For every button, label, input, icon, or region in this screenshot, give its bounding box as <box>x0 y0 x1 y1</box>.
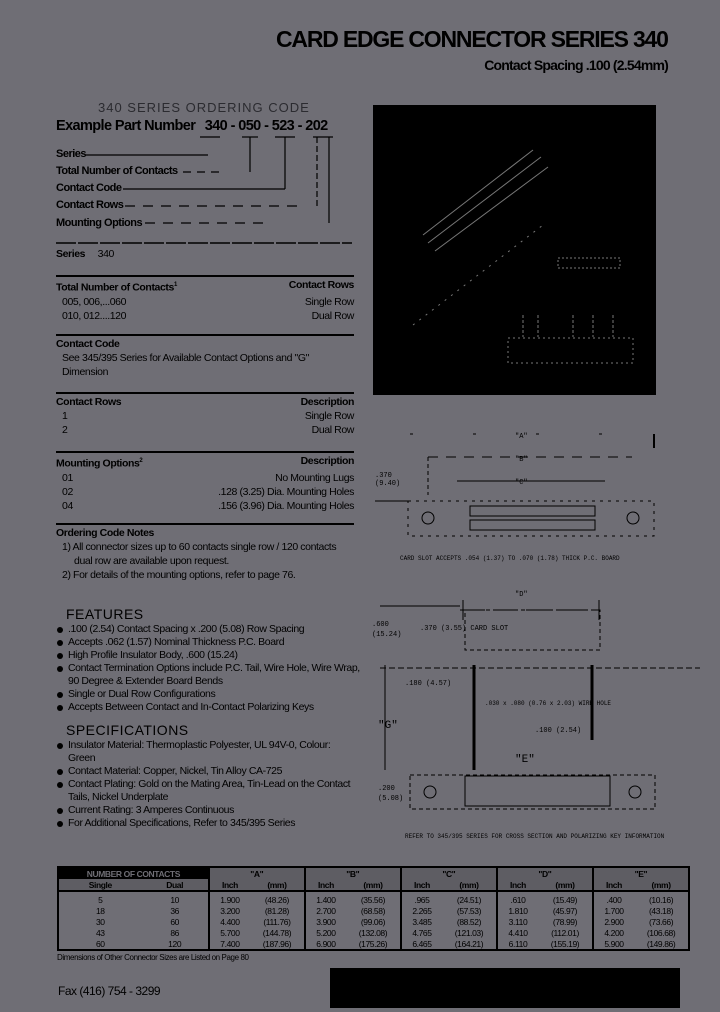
table-cell: (24.51) <box>456 894 482 905</box>
table-cell: (81.28) <box>264 905 289 916</box>
table-row <box>56 499 354 513</box>
table-cell: 5.900 <box>593 938 634 950</box>
table-cell: 3.900 <box>305 916 346 927</box>
table-cell: 6.465 <box>401 938 442 950</box>
refer-note: REFER TO 345/395 SERIES FOR CROSS SECTION AND POLARIZING KEY INFORMATION <box>405 833 665 840</box>
contact-slots <box>470 506 595 530</box>
table-cell: 2.265 <box>401 905 442 916</box>
table-cell: 3.110 <box>497 916 538 927</box>
table-row <box>56 409 354 423</box>
table-cell: .610 <box>497 891 538 905</box>
row-desc: Single Row <box>304 295 354 308</box>
table-cell: (45.97) <box>552 905 578 916</box>
legend-contacts: Total Number of Contacts <box>56 165 178 177</box>
unit-inch: Inch <box>305 879 346 891</box>
table-cell: 3.200 <box>209 905 250 916</box>
notes-section <box>56 523 354 582</box>
dim-600: .600 <box>372 621 389 629</box>
row-code: 1 <box>62 410 68 422</box>
dim-a: "A" <box>515 433 528 441</box>
row-code: 02 <box>62 485 73 498</box>
description-header: Description <box>300 396 354 408</box>
dim-g: "G" <box>378 720 398 732</box>
table-cell: 4.765 <box>401 927 442 938</box>
row-desc: .128 (3.25) Dia. Mounting Holes <box>218 485 354 498</box>
legend-series: Series <box>56 148 87 160</box>
table-cell: 5.200 <box>305 927 346 938</box>
feature-item: High Profile Insulator Body, .600 (15.24) <box>55 649 360 662</box>
unit-mm: (mm) <box>634 879 689 891</box>
example-part-number: Example Part Number 340 - 050 - 523 - 202 <box>56 118 328 134</box>
table-cell: 4.410 <box>497 927 538 938</box>
col-d: "D" <box>497 867 593 879</box>
dim-e-label: "E" <box>515 754 535 766</box>
feature-item: Contact Termination Options include P.C. Tail, Wire Hole, Wire Wrap, 90 Degree & Extender Board Bends <box>55 662 360 688</box>
legend-mounting: Mounting Options <box>56 217 143 229</box>
table-row <box>58 927 689 938</box>
footer-bar <box>330 968 680 1008</box>
feature-item: Single or Dual Row Configurations <box>55 688 360 701</box>
col-c: "C" <box>401 867 497 879</box>
table-cell: (144.78) <box>262 927 292 938</box>
unit-inch: Inch <box>209 879 250 891</box>
contacts-group-header: NUMBER OF CONTACTS <box>58 867 209 879</box>
example-label: Example Part Number <box>56 118 196 134</box>
unit-inch: Inch <box>593 879 634 891</box>
table-row <box>56 309 354 323</box>
table-cell: 43 <box>95 927 105 938</box>
row-code: 2 <box>62 424 68 436</box>
table-row <box>56 485 354 499</box>
features-heading: FEATURES <box>66 606 144 622</box>
table-cell: (175.26) <box>358 938 388 949</box>
row-desc: .156 (3.96) Dia. Mounting Holes <box>218 499 354 512</box>
table-cell: 4.200 <box>593 927 634 938</box>
table-cell: (132.08) <box>358 927 388 938</box>
contact-code-text: See 345/395 Series for Available Contact Options and "G" Dimension <box>62 352 309 378</box>
row-code: 04 <box>62 499 73 512</box>
table-cell: .400 <box>593 891 634 905</box>
series-label: Series <box>56 248 86 260</box>
dim-b: "B" <box>515 456 528 464</box>
contacts-header: Total Number of Contacts <box>56 281 174 294</box>
dim-370: .370 <box>375 472 392 480</box>
row-desc: No Mounting Lugs <box>275 471 354 484</box>
table-cell: 120 <box>168 938 182 949</box>
feature-item: Accepts Between Contact and In-Contact Polarizing Keys <box>55 701 360 714</box>
spec-item: Insulator Material: Thermoplastic Polyester, UL 94V-0, Colour: Green <box>55 739 360 765</box>
specifications-heading: SPECIFICATIONS <box>66 722 189 738</box>
footnote-marker: 1 <box>173 282 177 288</box>
table-row <box>58 916 689 927</box>
table-row <box>58 905 689 916</box>
series-line <box>56 247 354 261</box>
col-e: "E" <box>593 867 689 879</box>
col-dual: Dual <box>142 879 209 891</box>
contacts-section <box>56 275 354 323</box>
col-b: "B" <box>305 867 401 879</box>
table-cell: 18 <box>95 905 105 916</box>
part-number-leader-lines <box>0 0 360 245</box>
table-cell: (121.03) <box>454 927 484 938</box>
ordering-code-heading: 340 SERIES ORDERING CODE <box>98 100 310 115</box>
table-cell: (149.86) <box>646 938 676 949</box>
table-area <box>57 866 690 963</box>
dimensions-note: Dimensions of Other Connector Sizes are Listed on Page 80 <box>57 953 249 962</box>
contact-code-header: Contact Code <box>56 338 120 350</box>
legend-contact-rows: Contact Rows <box>56 199 124 211</box>
table-row <box>56 471 354 485</box>
table-row <box>58 891 689 905</box>
table-cell: 30 <box>95 916 105 927</box>
pitch-dim: .100 (2.54) <box>535 727 582 735</box>
row-code: 010, 012....120 <box>62 309 127 322</box>
table-cell: 1.810 <box>497 905 538 916</box>
features-list <box>55 623 360 714</box>
specifications-list <box>55 739 360 830</box>
part-seg-mounting: 02 <box>312 118 328 134</box>
contacts-header-right: Contact Rows <box>288 279 354 291</box>
page-title: CARD EDGE CONNECTOR SERIES 340 <box>276 26 668 52</box>
table-cell: 2.700 <box>305 905 346 916</box>
table-cell: 6.110 <box>497 938 538 950</box>
dim-370-mm: (9.40) <box>375 480 401 488</box>
page-subtitle: Contact Spacing .100 (2.54mm) <box>484 57 668 73</box>
table-cell: (99.06) <box>360 916 386 927</box>
part-seg-contacts: 050 <box>238 118 261 134</box>
footnote-marker: 2 <box>139 458 143 464</box>
table-cell: 4.400 <box>209 916 250 927</box>
table-cell: (78.99) <box>552 916 578 927</box>
features-specs-column <box>55 606 360 838</box>
table-cell: (187.96) <box>262 938 292 949</box>
card-slot-dim: .370 (3.55) CARD SLOT <box>420 625 509 633</box>
dim-200-mm: (5.08) <box>378 795 404 803</box>
table-row <box>58 938 689 950</box>
description-header: Description <box>300 455 354 467</box>
connector-dimension-drawing <box>360 420 720 850</box>
mounting-header: Mounting Options <box>56 457 140 470</box>
unit-mm: (mm) <box>250 879 305 891</box>
row-desc: Dual Row <box>311 424 354 436</box>
table-cell: 36 <box>170 905 179 916</box>
part-seg-code: 523 <box>271 118 295 134</box>
table-cell: (35.56) <box>360 894 386 905</box>
table-cell: (10.16) <box>649 894 674 905</box>
table-cell: 1.700 <box>593 905 634 916</box>
table-cell: (164.21) <box>454 938 484 949</box>
table-cell: (106.68) <box>646 927 676 938</box>
contact-code-section <box>56 334 354 379</box>
table-cell: (155.19) <box>550 938 580 949</box>
wire-hole-note: .030 x .080 (0.76 x 2.03) WIRE HOLE <box>485 700 612 707</box>
dim-180: .180 (4.57) <box>405 680 452 688</box>
table-cell: 1.900 <box>209 891 250 905</box>
table-cell: 86 <box>170 927 179 938</box>
feature-item: Accepts .062 (1.57) Nominal Thickness P.C. Board <box>55 636 360 649</box>
row-code: 005, 006,...060 <box>62 295 127 308</box>
unit-inch: Inch <box>401 879 442 891</box>
unit-mm: (mm) <box>442 879 497 891</box>
series-value: 340 <box>97 248 114 260</box>
table-cell: 60 <box>170 916 179 927</box>
legend-contact-code: Contact Code <box>56 182 122 194</box>
unit-mm: (mm) <box>538 879 593 891</box>
table-cell: (15.49) <box>552 894 578 905</box>
note-item: 2) For details of the mounting options, refer to page 76. <box>62 569 296 581</box>
part-seg-rows: 2 <box>305 118 313 134</box>
connector-photo-image <box>373 105 656 395</box>
table-cell: 1.400 <box>305 891 346 905</box>
fax-number: Fax (416) 754 - 3299 <box>58 984 161 998</box>
table-cell: 10 <box>170 894 179 905</box>
table-cell: 3.485 <box>401 916 442 927</box>
table-cell: (43.18) <box>649 905 674 916</box>
col-single: Single <box>58 879 142 891</box>
dimension-table <box>57 866 690 951</box>
table-row <box>56 423 354 437</box>
spec-item: Contact Material: Copper, Nickel, Tin Alloy CA-725 <box>55 765 360 778</box>
card-slot-note: CARD SLOT ACCEPTS .054 (1.37) TO .070 (1.78) THICK P.C. BOARD <box>400 555 620 562</box>
spec-item: For Additional Specifications, Refer to 345/395 Series <box>55 817 360 830</box>
notes-header: Ordering Code Notes <box>56 527 154 539</box>
mounting-section <box>56 451 354 513</box>
table-cell: .965 <box>401 891 442 905</box>
table-cell: (112.01) <box>551 927 579 938</box>
row-desc: Dual Row <box>311 309 354 322</box>
table-cell: 2.900 <box>593 916 634 927</box>
dim-600-mm: (15.24) <box>372 631 402 639</box>
table-cell: 5.700 <box>209 927 250 938</box>
table-cell: 5 <box>98 894 103 905</box>
product-photo <box>373 105 656 395</box>
table-cell: 6.900 <box>305 938 346 950</box>
row-desc: Single Row <box>304 410 354 422</box>
dim-200: .200 <box>378 785 395 793</box>
part-seg-series: 340 <box>204 118 228 134</box>
dim-c: "C" <box>515 479 528 487</box>
contact-rows-section <box>56 392 354 437</box>
spec-item: Contact Plating: Gold on the Mating Area, Tin-Lead on the Contact Tails, Nickel Underplate <box>55 778 360 804</box>
contact-rows-header: Contact Rows <box>56 396 122 408</box>
table-cell: (73.66) <box>649 916 674 927</box>
table-cell: (111.76) <box>263 916 291 927</box>
col-a: "A" <box>209 867 305 879</box>
spec-item: Current Rating: 3 Amperes Continuous <box>55 804 360 817</box>
table-cell: 60 <box>95 938 105 949</box>
table-cell: (57.53) <box>456 905 482 916</box>
table-row <box>56 295 354 309</box>
table-cell: (88.52) <box>456 916 482 927</box>
row-code: 01 <box>62 471 73 484</box>
table-cell: 7.400 <box>209 938 250 950</box>
table-cell: (68.58) <box>360 905 386 916</box>
unit-mm: (mm) <box>346 879 401 891</box>
table-cell: (48.26) <box>264 894 289 905</box>
dim-d: "D" <box>515 591 528 599</box>
note-item: 1) All connector sizes up to 60 contacts single row / 120 contacts dual row are available upon request. <box>62 541 337 567</box>
unit-inch: Inch <box>497 879 538 891</box>
feature-item: .100 (2.54) Contact Spacing x .200 (5.08) Row Spacing <box>55 623 360 636</box>
